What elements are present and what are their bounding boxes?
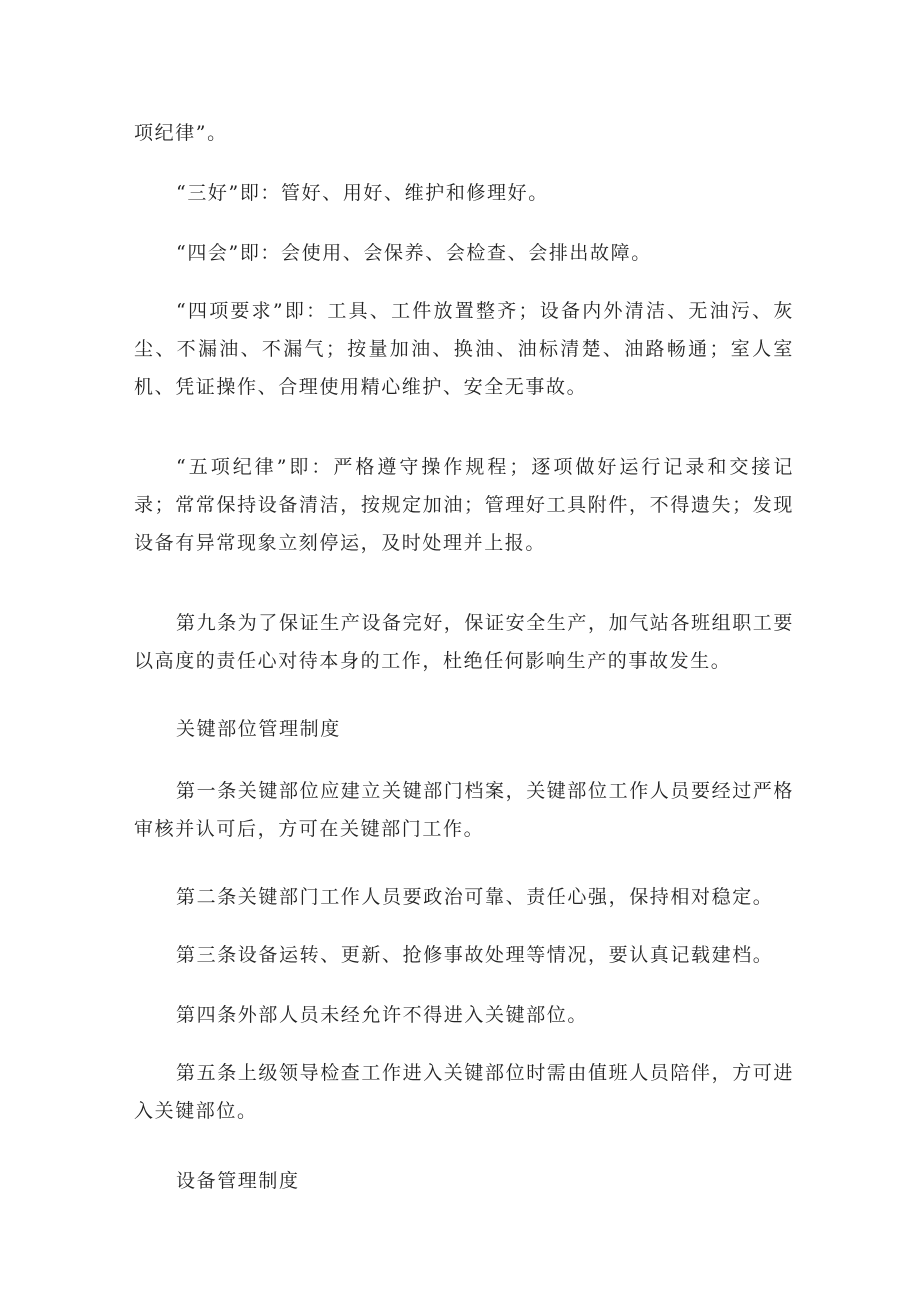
paragraph-key-article-5: 第五条上级领导检查工作进入关键部位时需由值班人员陪伴，方可进入关键部位。	[134, 1062, 795, 1122]
paragraph-continuation: 项纪律”。	[134, 122, 228, 144]
paragraph-key-article-1: 第一条关键部位应建立关键部门档案，关键部位工作人员要经过严格审核并认可后，方可在关键部门工作。	[134, 780, 795, 840]
section-heading-key-positions: 关键部位管理制度	[176, 718, 341, 740]
paragraph-key-article-2: 第二条关键部门工作人员要政治可靠、责任心强，保持相对稳定。	[176, 886, 774, 908]
paragraph-si-xiang-yao-qiu: “四项要求”即：工具、工件放置整齐；设备内外清洁、无油污、灰尘、不漏油、不漏气；按量加油、换油、油标清楚、油路畅通；室人室机、凭证操作、合理使用精心维护、安全无事故。	[134, 300, 794, 398]
paragraph-san-hao: “三好”即：管好、用好、维护和修理好。	[176, 182, 549, 204]
paragraph-article-9: 第九条为了保证生产设备完好，保证安全生产，加气站各班组职工要以高度的责任心对待本身的工作，杜绝任何影响生产的事故发生。	[134, 612, 795, 672]
paragraph-key-article-3: 第三条设备运转、更新、抢修事故处理等情况，要认真记载建档。	[176, 944, 774, 966]
paragraph-si-hui: “四会”即：会使用、会保养、会检查、会排出故障。	[176, 242, 652, 264]
section-heading-equipment: 设备管理制度	[176, 1170, 300, 1192]
paragraph-key-article-4: 第四条外部人员未经允许不得进入关键部位。	[176, 1004, 589, 1026]
paragraph-wu-xiang-ji-lv: “五项纪律”即：严格遵守操作规程；逐项做好运行记录和交接记录；常常保持设备清洁，按规定加油；管理好工具附件，不得遗失；发现设备有异常现象立刻停运，及时处理并上报。	[134, 456, 794, 554]
